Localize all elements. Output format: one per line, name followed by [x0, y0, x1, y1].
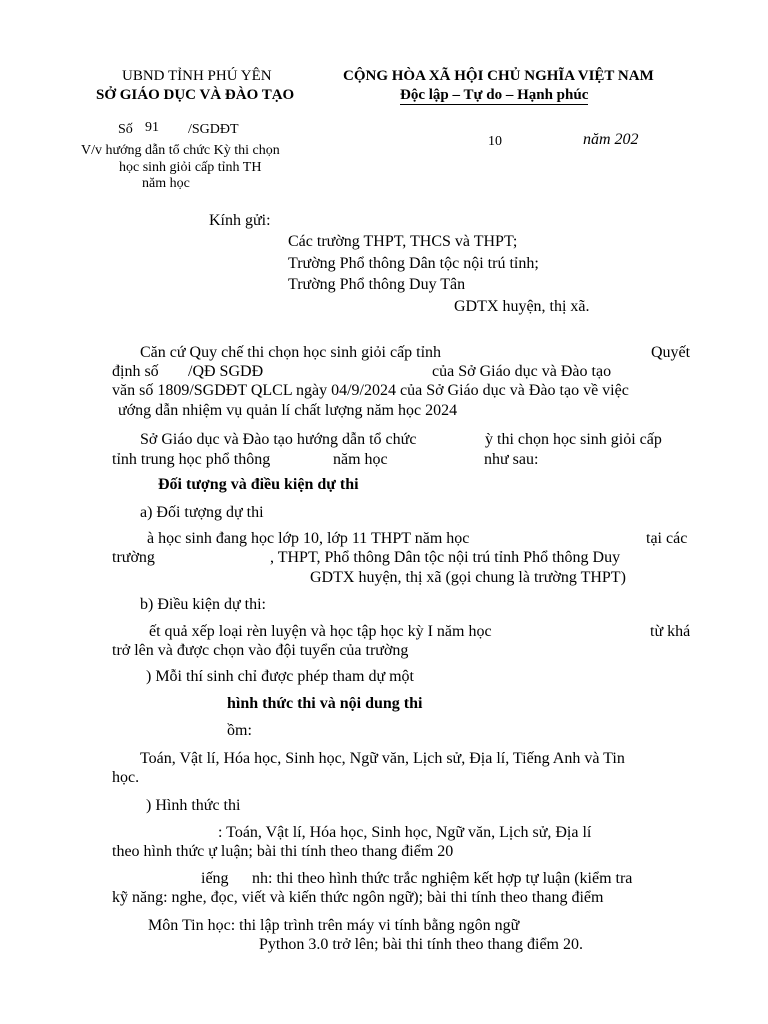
sub-heading: b) Điều kiện dự thi:: [140, 596, 266, 613]
body-text: nh: thi theo hình thức trắc nghiệm kết hợp tự luận (kiểm tra: [252, 870, 633, 887]
subject-line-3: năm học: [142, 176, 190, 191]
body-text: Căn cứ Quy chế thi chọn học sinh giỏi cấp tỉnh: [140, 344, 442, 361]
body-text: văn số 1809/SGDĐT QLCL ngày 04/9/2024 của Sở Giáo dục và Đào tạo về việc: [112, 382, 629, 399]
body-text: ồm:: [227, 722, 252, 739]
body-text: như sau:: [484, 451, 539, 468]
body-text: từ khá: [650, 623, 691, 640]
recipient-item: Các trường THPT, THCS và THPT;: [288, 233, 518, 250]
recipient-item: Trường Phổ thông Duy Tân: [288, 276, 466, 293]
body-text: tại các: [646, 530, 688, 547]
body-text: kỹ năng: nghe, đọc, viết và kiến thức ngôn ngữ); bài thi tính theo thang điểm: [112, 889, 604, 906]
body-text: học.: [112, 769, 140, 786]
recipient-item: GDTX huyện, thị xã.: [454, 298, 590, 315]
recipient-item: Trường Phổ thông Dân tộc nội trú tỉnh;: [288, 255, 539, 272]
body-text: , THPT, Phổ thông Dân tộc nội trú tỉnh Phổ thông Duy: [270, 549, 621, 566]
body-text: Toán, Vật lí, Hóa học, Sinh học, Ngữ văn, Lịch sử, Địa lí, Tiếng Anh và Tin: [140, 750, 625, 767]
section-heading: Đối tượng và điều kiện dự thi: [158, 476, 359, 493]
body-text: trường: [112, 549, 155, 566]
body-text: ) Mỗi thí sinh chỉ được phép tham dự một: [146, 668, 414, 685]
body-text: định số: [112, 363, 159, 380]
body-text: Sở Giáo dục và Đào tạo hướng dẫn tổ chức: [140, 431, 417, 448]
sub-heading: ) Hình thức thi: [146, 797, 241, 814]
national-motto: Độc lập – Tự do – Hạnh phúc: [400, 87, 589, 103]
body-text: iếng: [201, 870, 229, 887]
body-text: : Toán, Vật lí, Hóa học, Sinh học, Ngữ văn, Lịch sử, Địa lí: [218, 824, 592, 841]
body-text: tỉnh trung học phổ thông: [112, 451, 271, 468]
date-day: 10: [488, 134, 502, 149]
sub-heading: a) Đối tượng dự thi: [140, 504, 264, 521]
body-text: ỳ thi chọn học sinh giỏi cấp: [485, 431, 662, 448]
body-text: trở lên và được chọn vào đội tuyển của trường: [112, 642, 409, 659]
body-text: năm học: [333, 451, 388, 468]
body-text: ết quả xếp loại rèn luyện và học tập học kỳ I năm học: [149, 623, 492, 640]
agency-parent: UBND TỈNH PHÚ YÊN: [122, 68, 272, 84]
agency-name: SỞ GIÁO DỤC VÀ ĐÀO TẠO: [96, 87, 295, 103]
recipients-label: Kính gửi:: [209, 212, 271, 229]
national-title: CỘNG HÒA XÃ HỘI CHỦ NGHĨA VIỆT NAM: [343, 68, 654, 84]
body-text: của Sở Giáo dục và Đào tạo: [432, 363, 612, 380]
body-text: à học sinh đang học lớp 10, lớp 11 THPT năm học: [147, 530, 470, 547]
body-text: Python 3.0 trở lên; bài thi tính theo thang điểm 20.: [259, 936, 583, 953]
subject-line-1: V/v hướng dẫn tổ chức Kỳ thi chọn: [81, 143, 280, 158]
date-year: năm 202: [583, 131, 639, 148]
doc-number: 91: [145, 120, 159, 135]
body-text: Quyết: [651, 344, 691, 361]
doc-number-suffix: /SGDĐT: [188, 122, 239, 137]
body-text: ướng dẫn nhiệm vụ quản lí chất lượng năm học 2024: [118, 402, 458, 419]
doc-number-prefix: Số: [118, 122, 133, 137]
body-text: Môn Tin học: thi lập trình trên máy vi tính bằng ngôn ngữ: [148, 917, 520, 934]
body-text: /QĐ SGDĐ: [188, 363, 264, 380]
subject-line-2: học sinh giỏi cấp tỉnh TH: [119, 160, 262, 175]
body-text: theo hình thức ự luận; bài thi tính theo thang điểm 20: [112, 843, 454, 860]
section-heading: hình thức thi và nội dung thi: [227, 695, 423, 712]
body-text: GDTX huyện, thị xã (gọi chung là trường THPT): [310, 569, 626, 586]
